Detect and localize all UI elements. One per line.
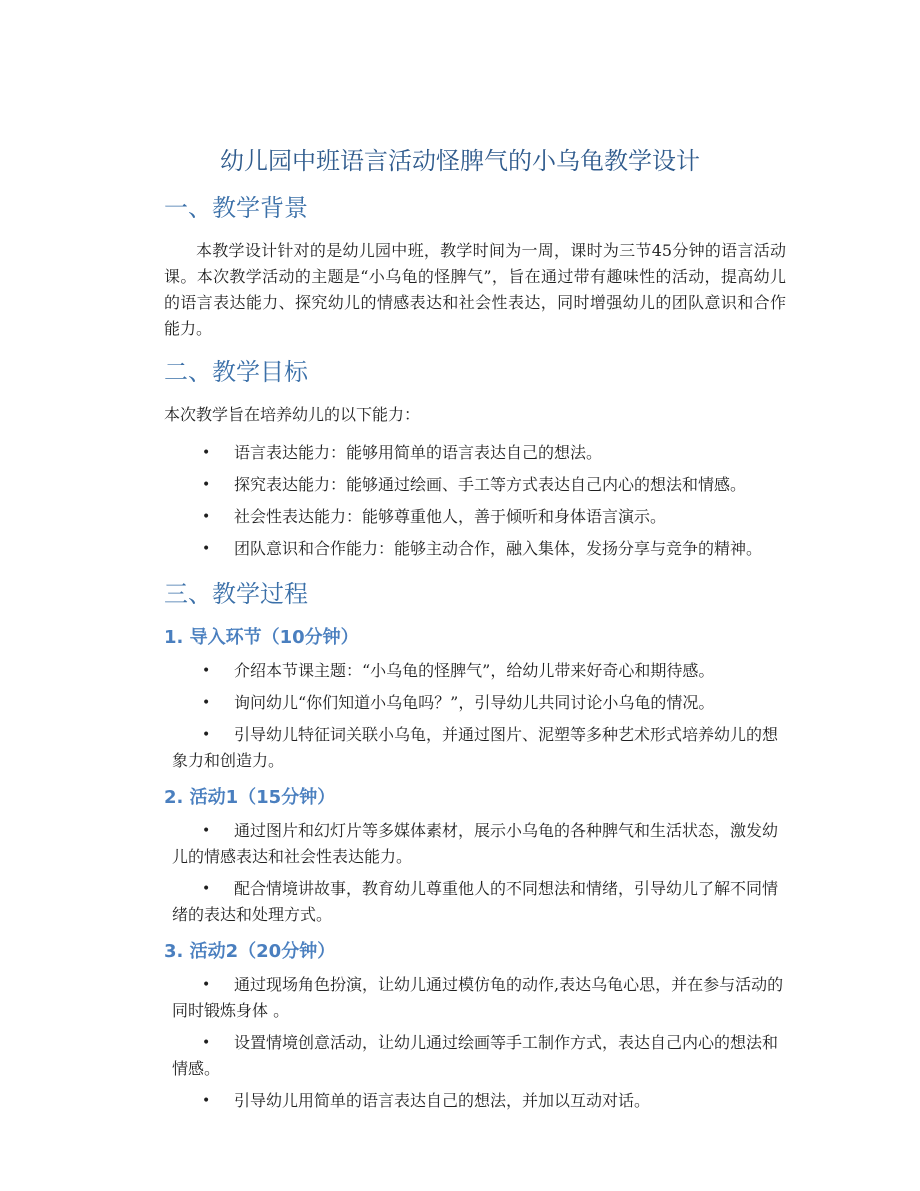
bullet-icon: • (202, 477, 211, 493)
section-heading-process: 三、教学过程 (164, 580, 308, 608)
bullet-icon: • (202, 1093, 211, 1109)
goals-list (164, 440, 786, 562)
bullet-icon: • (202, 695, 211, 711)
bullet-icon: • (202, 1035, 211, 1051)
section-heading-background: 一、教学背景 (164, 194, 308, 222)
goals-intro: 本次教学旨在培养幼儿的以下能力： (164, 405, 421, 424)
list-item: • 引导幼儿用简单的语言表达自己的想法，并加以互动对话。 (172, 1088, 786, 1114)
bullet-icon: • (202, 727, 211, 743)
intro-steps-list (164, 658, 786, 774)
activity1-list (164, 818, 786, 928)
list-item: • 探究表达能力：能够通过绘画、手工等方式表达自己内心的想法和情感。 (172, 472, 786, 498)
list-item: • 介绍本节课主题：“小乌龟的怪脾气”，给幼儿带来好奇心和期待感。 (172, 658, 786, 684)
bullet-icon: • (202, 663, 211, 679)
document-title: 幼儿园中班语言活动怪脾气的小乌龟教学设计 (220, 147, 700, 175)
list-item: • 社会性表达能力：能够尊重他人，善于倾听和身体语言演示。 (172, 504, 786, 530)
list-item: • 设置情境创意活动，让幼儿通过绘画等手工制作方式，表达自己内心的想法和情感。 (172, 1030, 786, 1082)
list-item: • 语言表达能力：能够用简单的语言表达自己的想法。 (172, 440, 786, 466)
activity2-list (164, 972, 786, 1114)
subsection-heading-activity2: 3. 活动2（20分钟） (164, 941, 336, 962)
list-item: • 通过图片和幻灯片等多媒体素材，展示小乌龟的各种脾气和生活状态，激发幼儿的情感表达和社会性表达能力。 (172, 818, 786, 870)
list-item: • 引导幼儿特征词关联小乌龟，并通过图片、泥塑等多种艺术形式培养幼儿的想象力和创造力。 (172, 722, 786, 774)
bullet-icon: • (202, 509, 211, 525)
bullet-icon: • (202, 881, 211, 897)
background-paragraph: 本教学设计针对的是幼儿园中班，教学时间为一周，课时为三节45分钟的语言活动课。本次教学活动的主题是“小乌龟的怪脾气”，旨在通过带有趣味性的活动，提高幼儿的语言表达能力、探究幼儿的情感表达和社会性表达，同时增强幼儿的团队意识和合作能力。 (164, 241, 786, 338)
list-item: • 团队意识和合作能力：能够主动合作，融入集体，发扬分享与竞争的精神。 (172, 536, 786, 562)
bullet-icon: • (202, 823, 211, 839)
list-item: • 配合情境讲故事，教育幼儿尊重他人的不同想法和情绪，引导幼儿了解不同情绪的表达和处理方式。 (172, 876, 786, 928)
bullet-icon: • (202, 541, 211, 557)
list-item: • 通过现场角色扮演，让幼儿通过模仿龟的动作,表达乌龟心思，并在参与活动的同时锻炼身体 。 (172, 972, 786, 1024)
bullet-icon: • (202, 977, 211, 993)
bullet-icon: • (202, 445, 211, 461)
subsection-heading-activity1: 2. 活动1（15分钟） (164, 787, 336, 808)
list-item: • 询问幼儿“你们知道小乌龟吗？”，引导幼儿共同讨论小乌龟的情况。 (172, 690, 786, 716)
subsection-heading-intro: 1. 导入环节（10分钟） (164, 627, 359, 648)
section-heading-goals: 二、教学目标 (164, 358, 308, 386)
